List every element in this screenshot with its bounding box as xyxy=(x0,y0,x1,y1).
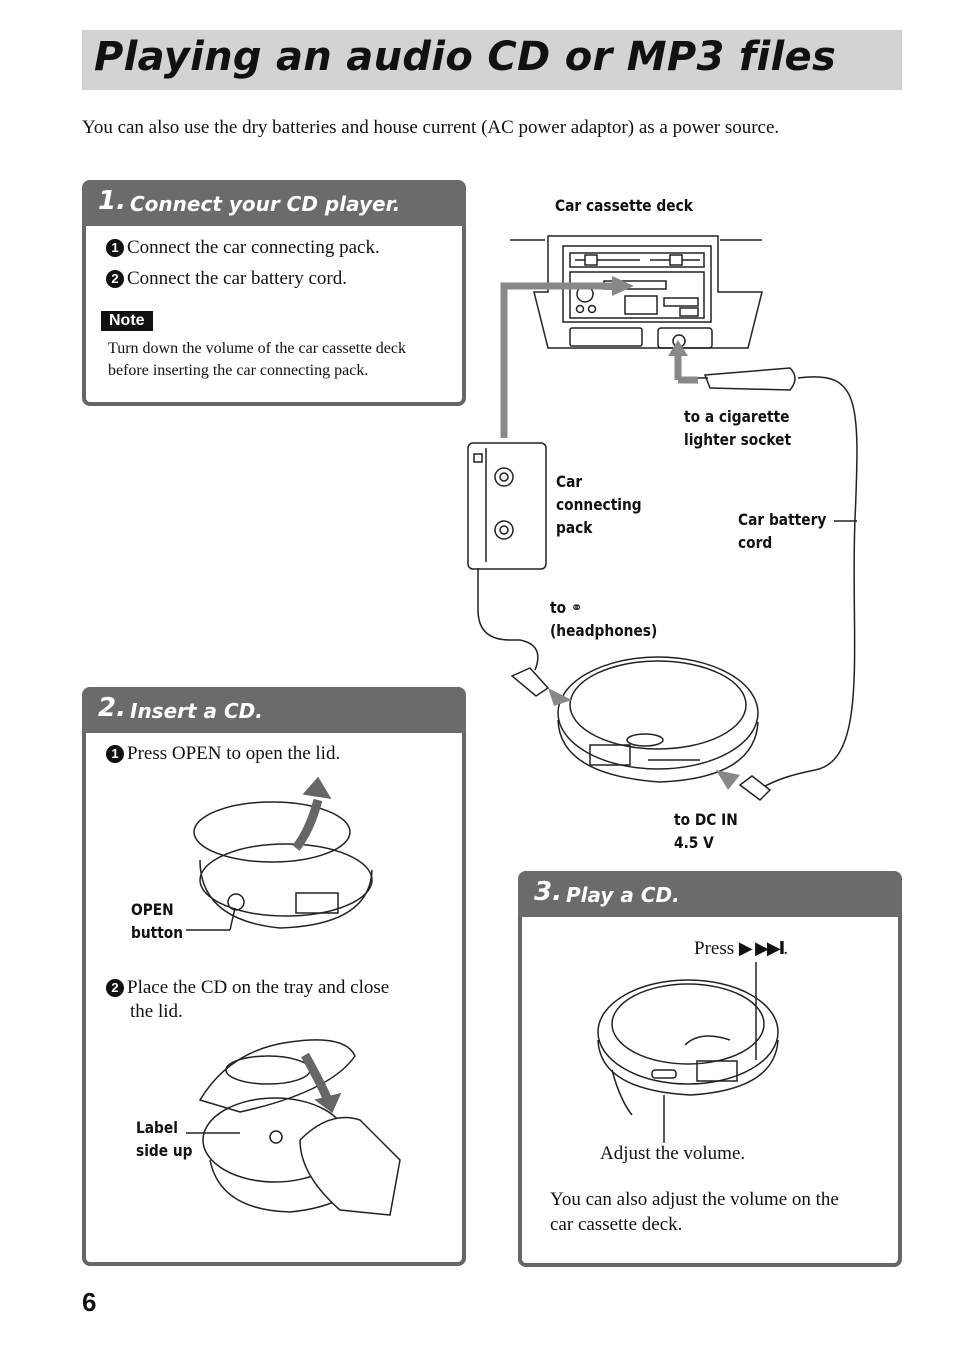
car-connecting-pack-illustration xyxy=(468,443,546,569)
open-line-1: OPEN xyxy=(131,900,174,919)
also-line-1: You can also adjust the volume on the xyxy=(550,1189,839,1210)
open-line-2: button xyxy=(131,923,184,942)
car-battery-cord-illustration xyxy=(696,368,857,800)
step1-heading: Connect your CD player. xyxy=(130,192,401,216)
connection-arrows xyxy=(504,286,698,438)
note-line-1: Turn down the volume of the car cassette deck xyxy=(108,340,406,357)
label-line-2: side up xyxy=(136,1141,193,1160)
step1-number: 1. xyxy=(98,186,126,216)
cigarette-line-2: lighter socket xyxy=(684,430,792,449)
step3-number: 3. xyxy=(534,877,562,907)
headphone-cord-illustration xyxy=(478,568,548,696)
press-suffix: . xyxy=(783,938,789,959)
pack-line-1: Car xyxy=(556,472,583,491)
headphones-icon: ⚭ xyxy=(570,598,583,617)
car-cassette-deck-label: Car cassette deck xyxy=(555,196,693,215)
note-label: Note xyxy=(101,311,153,331)
step1-item-2-text: Connect the car battery cord. xyxy=(127,268,347,289)
car-cassette-deck-illustration xyxy=(510,236,762,348)
headphones-line-2: (headphones) xyxy=(550,621,658,640)
insert-cd-illustration xyxy=(186,1040,400,1215)
open-lid-cd-player-illustration xyxy=(186,778,372,930)
dcin-line-1: to DC IN xyxy=(674,810,738,829)
battery-line-2: cord xyxy=(738,533,773,552)
also-line-2: car cassette deck. xyxy=(550,1214,683,1235)
step2-item-1-text: Press OPEN to open the lid. xyxy=(127,743,341,764)
step-num-icon: 1 xyxy=(106,745,124,763)
intro-text: You can also use the dry batteries and house current (AC power adaptor) as a power source. xyxy=(82,117,780,138)
headphones-line-1: to xyxy=(550,598,567,617)
step2-item-2-line-1: Place the CD on the tray and close xyxy=(127,977,390,998)
step2-item-2-line-2: the lid. xyxy=(130,1001,183,1022)
cigarette-line-1: to a cigarette xyxy=(684,407,790,426)
play-next-icon: ▶ ▶▶I xyxy=(738,938,784,959)
step1-item-1-text: Connect the car connecting pack. xyxy=(127,237,380,258)
pack-line-3: pack xyxy=(556,518,593,537)
page-number: 6 xyxy=(82,1287,97,1317)
page-title: Playing an audio CD or MP3 files xyxy=(94,34,837,80)
step-num-icon: 1 xyxy=(106,239,124,257)
step-num-icon: 2 xyxy=(106,270,124,288)
cd-player-illustration xyxy=(558,657,758,782)
press-text: Press xyxy=(694,938,735,959)
adjust-volume-text: Adjust the volume. xyxy=(600,1143,746,1164)
label-line-1: Label xyxy=(136,1118,178,1137)
pack-line-2: connecting xyxy=(556,495,642,514)
step2-heading: Insert a CD. xyxy=(130,699,263,723)
arrow-heads xyxy=(548,276,740,790)
play-cd-player-illustration xyxy=(598,962,778,1143)
step2-number: 2. xyxy=(98,693,126,723)
dcin-line-2: 4.5 V xyxy=(674,833,714,852)
battery-line-1: Car battery xyxy=(738,510,827,529)
note-line-2: before inserting the car connecting pack. xyxy=(108,362,369,379)
step-num-icon: 2 xyxy=(106,979,124,997)
step3-heading: Play a CD. xyxy=(566,883,680,907)
